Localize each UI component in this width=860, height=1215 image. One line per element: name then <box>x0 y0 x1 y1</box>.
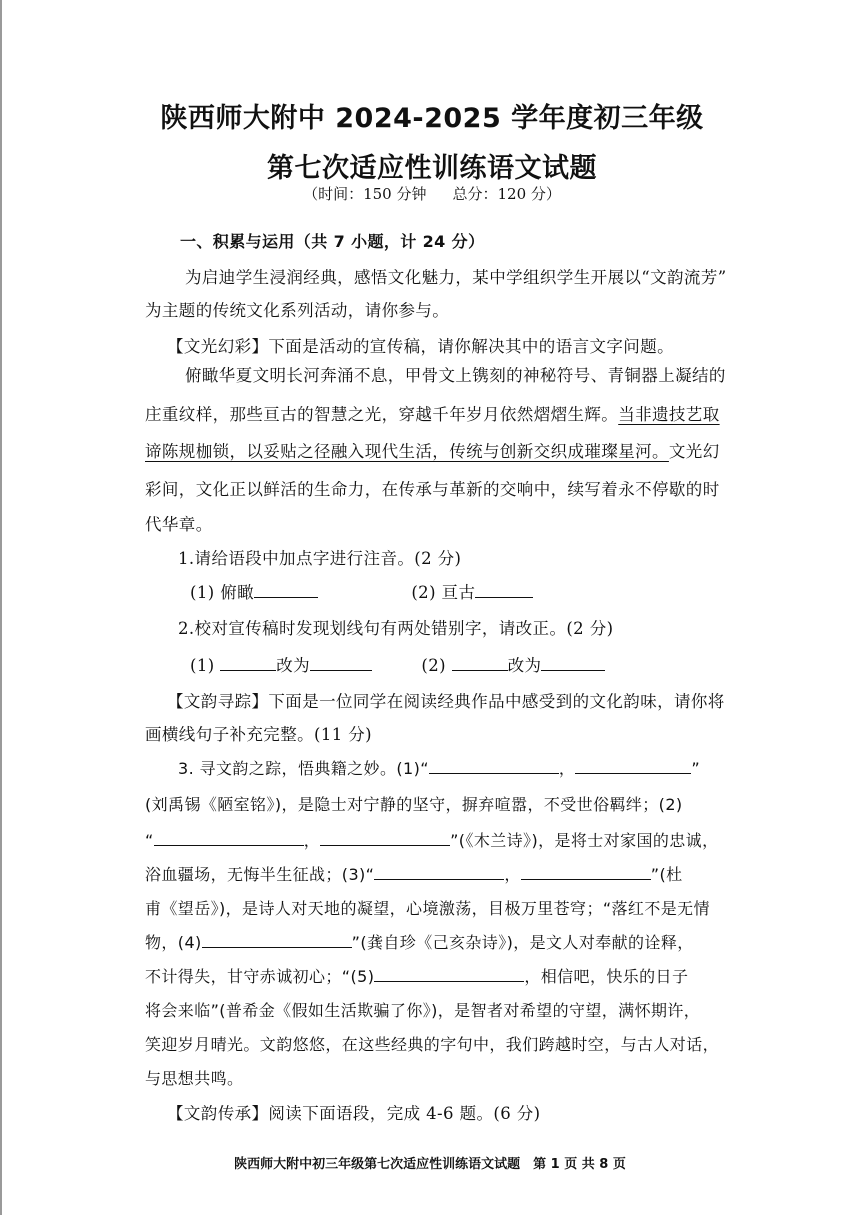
q3-text: ， <box>303 831 321 850</box>
question-3-line-9: 笑迎岁月晴光。文韵悠悠，在这些经典的字句中，我们跨越时空，与古人对话， <box>145 1035 720 1054</box>
question-2-answers <box>190 652 605 676</box>
q3-text: 3. 寻文韵之踪，悟典籍之妙。(1)“ <box>178 759 429 778</box>
answer-blank[interactable] <box>254 583 318 598</box>
passage-line-2 <box>145 401 720 425</box>
part3-instruction <box>167 1100 540 1124</box>
q3-text: ”(龚自珍《己亥杂诗》)，是文人对奉献的诠释， <box>351 933 694 952</box>
answer-blank[interactable] <box>374 967 524 982</box>
q2-correct-label: 改为 <box>507 656 542 675</box>
answer-blank[interactable] <box>374 865 504 880</box>
exam-time: （时间：150 分钟 <box>303 185 427 203</box>
q3-text: ， <box>504 865 521 884</box>
underlined-sentence: 谛陈规枷锁，以妥贴之径融入现代生活，传统与创新交织成璀璨星河。 <box>145 442 669 461</box>
part3-tag: 【文韵传承】 <box>167 1104 269 1123</box>
answer-blank[interactable] <box>310 656 372 671</box>
answer-blank[interactable] <box>202 933 352 948</box>
q2-correct-label: 改为 <box>276 656 311 675</box>
q1-item-1: (1) 俯瞰 <box>190 583 255 602</box>
answer-blank[interactable] <box>320 831 450 846</box>
answer-blank[interactable] <box>575 759 691 774</box>
question-1-answers <box>190 579 533 603</box>
answer-blank[interactable] <box>154 831 304 846</box>
intro-line-1: 为启迪学生浸润经典，感悟文化魅力，某中学组织学生开展以“文韵流芳” <box>185 268 727 287</box>
q3-text: ， <box>558 759 576 778</box>
answer-blank[interactable] <box>541 656 605 671</box>
passage-line-1: 俯瞰华夏文明长河奔涌不息，甲骨文上镌刻的神秘符号、青铜器上凝结的 <box>185 366 726 385</box>
exam-title-line2: 第七次适应性训练语文试题 <box>267 153 597 184</box>
part1-tag: 【文光幻彩】 <box>167 337 269 356</box>
intro-line-2: 为主题的传统文化系列活动，请你参与。 <box>145 301 450 320</box>
passage-line-5: 代华章。 <box>145 515 213 534</box>
answer-blank[interactable] <box>220 656 276 671</box>
q3-text: “ <box>145 831 154 850</box>
question-2: 2.校对宣传稿时发现划线句有两处错别字，请改正。(2 分) <box>178 619 614 638</box>
q3-text: 物，(4) <box>145 933 202 952</box>
question-3-line-7 <box>145 964 688 987</box>
question-3-line-3 <box>145 828 718 851</box>
answer-blank[interactable] <box>429 759 559 774</box>
exam-score: 总分：120 分） <box>452 185 561 203</box>
question-3-line-10: 与思想共鸣。 <box>145 1069 244 1088</box>
q3-text: ”(杜 <box>650 865 683 884</box>
q3-text: 不计得失，甘守赤诚初心；“(5) <box>145 967 375 986</box>
question-3-line-4 <box>145 862 683 885</box>
part2-instruction <box>167 688 725 712</box>
q3-text: 浴血疆场，无悔半生征战；(3)“ <box>145 865 375 884</box>
underlined-sentence: 当非遗技艺取 <box>618 405 720 424</box>
q2-item-2: (2) <box>421 656 446 675</box>
answer-blank[interactable] <box>452 656 508 671</box>
q3-text: ” <box>691 759 701 778</box>
part1-text: 下面是活动的宣传稿，请你解决其中的语言文字问题。 <box>268 337 675 356</box>
section1-heading: 一、积累与运用（共 7 小题，计 24 分） <box>180 232 485 251</box>
q3-text: ，相信吧，快乐的日子 <box>524 967 689 986</box>
part2-instruction-2: 画横线句子补充完整。(11 分) <box>145 725 373 744</box>
part2-text: 下面是一位同学在阅读经典作品中感受到的文化韵味，请你将 <box>268 692 725 711</box>
passage-line-3 <box>145 438 720 462</box>
part2-tag: 【文韵寻踪】 <box>167 692 269 711</box>
exam-title-line1: 陕西师大附中 2024-2025 学年度初三年级 <box>160 103 704 134</box>
q1-item-2: (2) 亘古 <box>411 583 476 602</box>
passage-text: 文光幻 <box>668 442 720 461</box>
part1-instruction <box>167 333 674 357</box>
question-3-line-2: (刘禹锡《陋室铭》)，是隐士对宁静的坚守，摒弃喧嚣，不受世俗羁绊；(2) <box>145 795 683 814</box>
q2-item-1: (1) <box>190 656 215 675</box>
question-3-line-5: 甫《望岳》)，是诗人对天地的凝望，心境激荡，目极万里苍穹；“落红不是无情 <box>145 899 710 918</box>
part3-text: 阅读下面语段，完成 4-6 题。(6 分) <box>268 1104 541 1123</box>
question-1: 1.请给语段中加点字进行注音。(2 分) <box>178 549 462 568</box>
answer-blank[interactable] <box>475 583 533 598</box>
question-3-line-6 <box>145 930 694 953</box>
answer-blank[interactable] <box>521 865 651 880</box>
passage-text: 庄重纹样，那些亘古的智慧之光，穿越千年岁月依然熠熠生辉。 <box>145 405 619 424</box>
exam-time-score <box>2 183 860 204</box>
question-3-line-8: 将会来临”(普希金《假如生活欺骗了你》)，是智者对希望的守望，满怀期许， <box>145 1001 701 1020</box>
passage-line-4: 彩间，文化正以鲜活的生命力，在传承与革新的交响中，续写着永不停歇的时 <box>145 480 720 499</box>
question-3-line-1 <box>178 756 700 779</box>
page-footer: 陕西师大附中初三年级第七次适应性训练语文试题 第 1 页 共 8 页 <box>234 1157 626 1172</box>
q3-text: ”(《木兰诗》)，是将士对家国的忠诚， <box>450 831 719 850</box>
